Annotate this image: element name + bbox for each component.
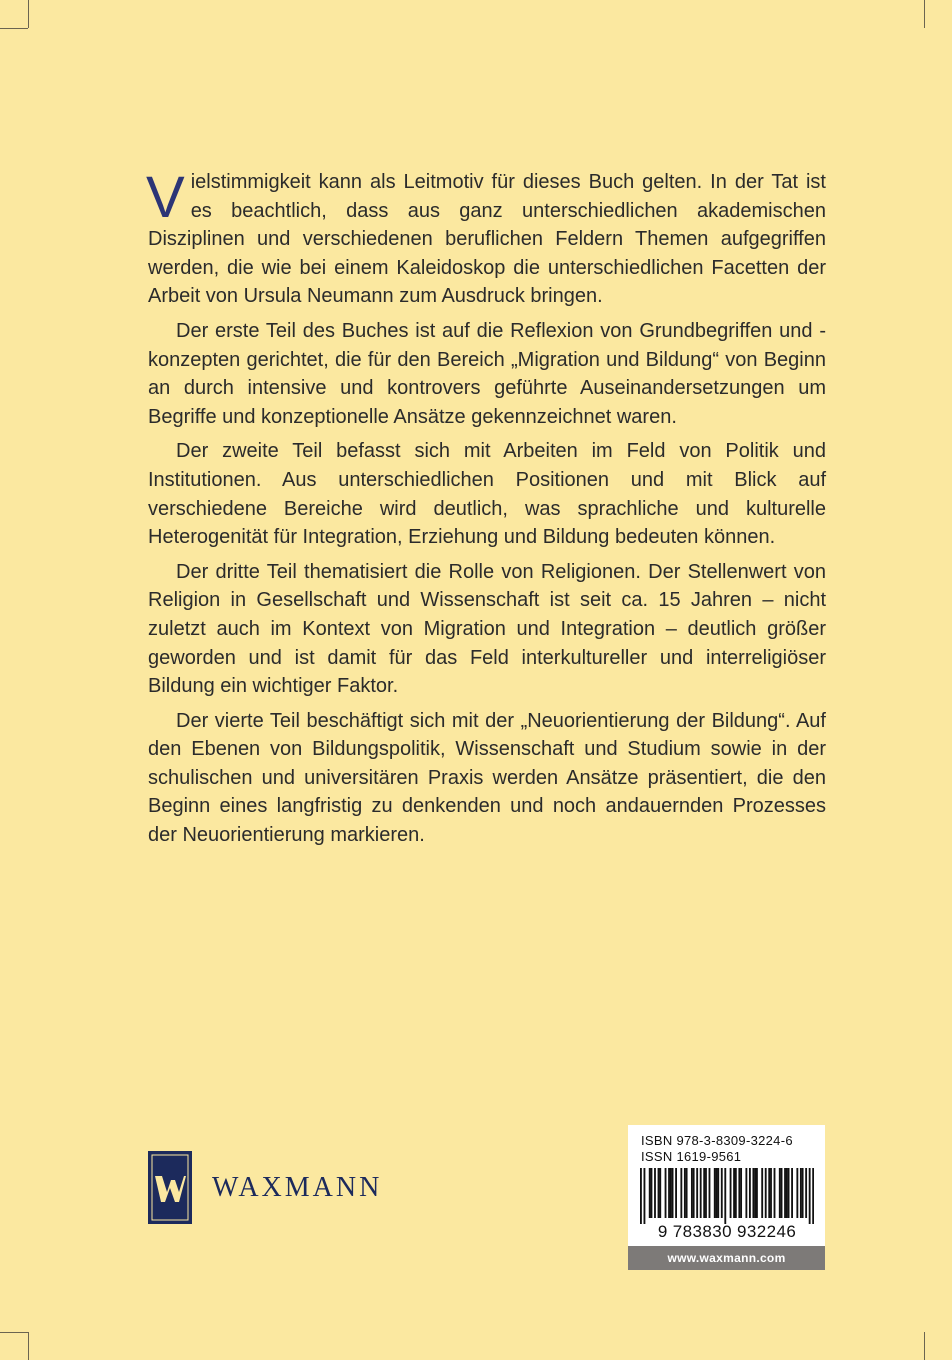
- barcode-bar: [700, 1168, 702, 1218]
- blurb-paragraph-5: Der vierte Teil beschäftigt sich mit der „Neuorientierung der Bildung“. Auf den Ebenen von Bildungspolitik, Wissenschaft und Studium sowie in der schulischen und universitären Praxis werden Ansätze präsentiert, die den Beginn eines langfristig zu denkenden und noch andauernden Prozesses der Neuorientierung markieren.: [148, 709, 826, 847]
- barcode-bar: [651, 1168, 653, 1218]
- barcode-bar: [721, 1168, 723, 1218]
- barcode-bar: [786, 1168, 788, 1218]
- barcode-bar: [684, 1168, 686, 1218]
- crop-mark-top-left: [28, 0, 29, 28]
- barcode-bar: [658, 1168, 660, 1218]
- barcode-bar: [709, 1168, 711, 1218]
- barcode-bar: [768, 1168, 770, 1218]
- barcode-bar: [686, 1168, 688, 1218]
- barcode-bar: [796, 1168, 798, 1218]
- blurb-paragraph-1: [146, 165, 826, 311]
- barcode-bar: [714, 1168, 716, 1218]
- barcode-bar: [745, 1168, 747, 1218]
- barcode-bar: [791, 1168, 793, 1218]
- barcode-bar: [696, 1168, 698, 1218]
- barcode-bar: [675, 1168, 677, 1218]
- barcode-bar: [756, 1168, 758, 1218]
- waxmann-w-logo-icon: [148, 1151, 192, 1224]
- publisher-block: [148, 1150, 382, 1225]
- barcode-icon: [640, 1168, 814, 1224]
- issn-number: ISSN 1619-9561: [641, 1149, 742, 1164]
- barcode-bar: [784, 1168, 786, 1218]
- barcode-bar: [644, 1168, 646, 1224]
- isbn-number: ISBN 978-3-8309-3224-6: [641, 1133, 793, 1148]
- barcode-bar: [670, 1168, 672, 1218]
- barcode-bar: [788, 1168, 790, 1218]
- barcode-bar: [672, 1168, 674, 1218]
- barcode-bar: [765, 1168, 767, 1218]
- barcode-bar: [693, 1168, 695, 1218]
- barcode-digits: 9 783830 932246: [657, 1222, 797, 1241]
- barcode-bar: [781, 1168, 783, 1218]
- blurb-paragraph-2: Der erste Teil des Buches ist auf die Reflexion von Grundbegriffen und -konzepten gerichtet, die für den Bereich „Migration und Bildung“ von Beginn an durch intensive und kontrovers geführte Auseinandersetzungen um Begriffe und konzeptionelle Ansätze gekennzeichnet waren.: [148, 319, 826, 428]
- barcode-bar: [680, 1168, 682, 1218]
- barcode-bar: [724, 1168, 726, 1224]
- barcode-bar: [691, 1168, 693, 1218]
- barcode-bar: [749, 1168, 751, 1218]
- barcode-bar: [809, 1168, 811, 1224]
- barcode-bar: [705, 1168, 707, 1218]
- barcode-bar: [770, 1168, 772, 1218]
- barcode-bar: [761, 1168, 763, 1218]
- barcode-panel: [628, 1125, 825, 1270]
- blurb-paragraph-1-text: ielstimmigkeit kann als Leitmotiv für dieses Buch gelten. In der Tat ist es beachtlich, dass aus ganz unterschiedlichen akademischen Disziplinen und verschiedenen beruflichen Feldern Themen aufgegriffen werden, die wie bei einem Kaleidoskop die unterschiedlichen Facetten der Arbeit von Ursula Neumann zum Ausdruck bringen.: [148, 171, 826, 308]
- crop-mark-bottom-right: [924, 1332, 925, 1360]
- barcode-bar: [802, 1168, 804, 1218]
- barcode-bar: [640, 1168, 642, 1224]
- barcode-bar: [654, 1168, 656, 1218]
- drop-cap: V: [146, 165, 185, 230]
- crop-mark-left-top: [0, 28, 28, 29]
- barcode-bar: [754, 1168, 756, 1218]
- barcode-bar: [779, 1168, 781, 1218]
- crop-mark-bottom-left: [28, 1332, 29, 1360]
- barcode-bar: [665, 1168, 667, 1218]
- back-cover-blurb: [146, 165, 826, 856]
- barcode-bar: [649, 1168, 651, 1218]
- barcode-bar: [740, 1168, 742, 1218]
- barcode-bar: [738, 1168, 740, 1218]
- barcode-bar: [805, 1168, 807, 1218]
- barcode-bar: [733, 1168, 735, 1218]
- blurb-paragraph-3: Der zweite Teil befasst sich mit Arbeiten im Feld von Politik und Institutionen. Aus unterschiedlichen Positionen und mit Blick auf verschiedene Bereiche wird deutlich, was sprachliche und kulturelle Heterogenität für Integration, Erziehung und Bildung bedeuten können.: [148, 440, 826, 549]
- barcode-bar: [730, 1168, 732, 1218]
- barcode-bar: [735, 1168, 737, 1218]
- blurb-paragraph-4: Der dritte Teil thematisiert die Rolle von Religionen. Der Stellenwert von Religion in Gesellschaft und Wissenschaft ist seit ca. 15 Jahren – nicht zuletzt auch im Kontext von Migration und Integration – deutlich größer geworden und ist damit für das Feld interkultureller und interreligiöser Bildung ein wichtiger Faktor.: [148, 560, 826, 698]
- barcode-bar: [703, 1168, 705, 1218]
- barcode-bar: [774, 1168, 776, 1218]
- barcode-bar: [659, 1168, 661, 1218]
- barcode-bar: [717, 1168, 719, 1218]
- barcode-bar: [752, 1168, 754, 1218]
- barcode-bar: [800, 1168, 802, 1218]
- crop-mark-top-right: [924, 0, 925, 28]
- publisher-website: www.waxmann.com: [628, 1246, 825, 1270]
- publisher-name: WAXMANN: [212, 1171, 383, 1203]
- barcode-bar: [668, 1168, 670, 1218]
- barcode-bar: [716, 1168, 718, 1218]
- crop-mark-left-bottom: [0, 1332, 28, 1333]
- barcode-bar: [812, 1168, 814, 1224]
